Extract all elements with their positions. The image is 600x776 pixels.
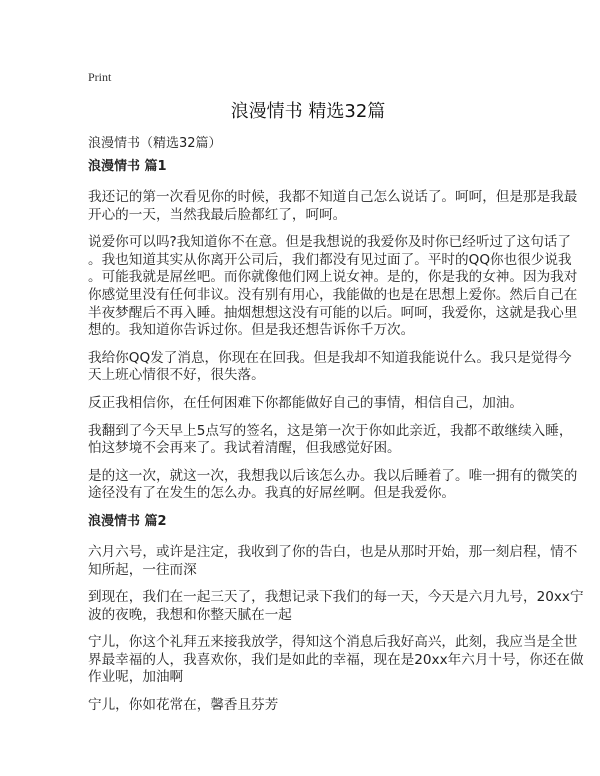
paragraph-line: 你感觉里没有任何非议。没有别有用心，我能做的也是在思想上爱你。然后自己在 [88, 286, 578, 303]
paragraph-line: 我给你QQ发了消息，你现在在回我。但是我却不知道我能说什么。我只是觉得今 [88, 349, 572, 366]
paragraph [88, 422, 573, 458]
section-heading: 浪漫情书 篇1 [88, 159, 167, 174]
paragraph [88, 395, 528, 413]
paragraph-line: 是的这一次，就这一次，我想我以后该怎么办。我以后睡着了。唯一拥有的微笑的 [88, 467, 578, 484]
paragraph-line: 。可能我就是屌丝吧。而你就像他们网上说女神。是的，你是我的女神。因为我对 [88, 269, 578, 286]
document-title: 浪漫情书 精选32篇 [230, 101, 386, 122]
paragraph-line: 到现在，我们在一起三天了，我想记录下我们的每一天，今天是六月九号，20xx宁 [88, 589, 584, 606]
paragraph [88, 697, 528, 715]
paragraph-line: 宁儿，你如花常在，馨香且芬芳 [88, 697, 279, 714]
print-label[interactable]: Print [88, 70, 112, 84]
paragraph [88, 467, 578, 503]
section-heading: 浪漫情书 篇2 [88, 513, 167, 529]
paragraph [88, 634, 584, 687]
paragraph-line: 我翻到了今天早上5点写的签名，这是第一次于你如此亲近，我都不敢继续入睡， [88, 422, 573, 439]
paragraph-line: 宁儿，你这个礼拜五来接我放学，得知这个消息后我好高兴，此刻，我应当是全世 [88, 634, 578, 651]
paragraph [88, 589, 584, 624]
document-body [88, 158, 584, 725]
paragraph-line: 知所起，一往而深 [88, 561, 197, 578]
paragraph-line: 波的夜晚，我想和你整天腻在一起 [88, 606, 292, 623]
paragraph [88, 234, 578, 340]
paragraph-line: 界最幸福的人，我喜欢你，我们是如此的幸福，现在是20xx年六月十号，你还在做 [88, 651, 584, 668]
document-subtitle: 浪漫情书（精选32篇） [88, 136, 222, 151]
paragraph [88, 189, 578, 224]
paragraph-line: 说爱你可以吗?我知道你不在意。但是我想说的我爱你及时你已经听过了这句话了 [88, 234, 571, 251]
paragraph-line: 六月六号，或许是注定，我收到了你的告白，也是从那时开始，那一刻启程，情不 [88, 543, 578, 560]
paragraph-line: 怕这梦境不会再来了。我试着清醒，但我感觉好困。 [88, 440, 401, 457]
paragraph-line: 半夜梦醒后不再入睡。抽烟想想这没有可能的以后。呵呵，我爱你，这就是我心里 [88, 304, 578, 321]
paragraph-line: 想的。我知道你告诉过你。但是我还想告诉你千万次。 [88, 322, 415, 339]
paragraph-line: 我还记的第一次看见你的时候，我都不知道自己怎么说话了。呵呵，但是那是我最 [88, 189, 578, 205]
paragraph [88, 543, 578, 579]
paragraph-line: 开心的一天，当然我最后脸都红了，呵呵。 [88, 206, 347, 223]
paragraph-line: 天上班心情很不好，很失落。 [88, 367, 265, 384]
paragraph [88, 349, 572, 385]
paragraph-line: 途径没有了在发生的怎么办。我真的好屌丝啊。但是我爱你。 [88, 485, 456, 502]
paragraph-line: 作业呢，加油啊 [88, 669, 184, 686]
paragraph-line: 反正我相信你，在任何困难下你都能做好自己的事情，相信自己，加油。 [88, 394, 523, 411]
paragraph-line: 。我也知道其实从你离开公司后，我们都没有见过面了。平时的QQ你也很少说我 [88, 251, 572, 268]
